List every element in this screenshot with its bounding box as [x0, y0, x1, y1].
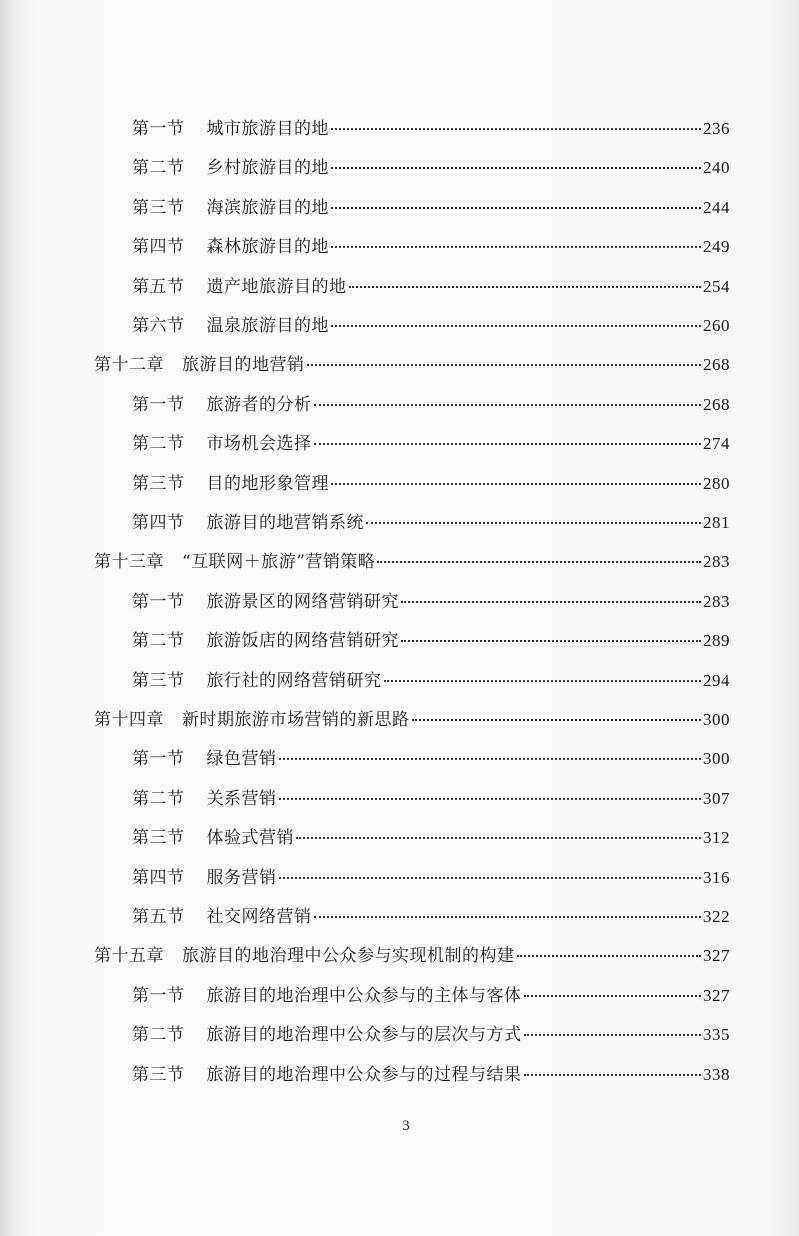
toc-entry-page: 283 [703, 592, 730, 611]
dot-leader [524, 1034, 702, 1036]
dot-leader [331, 483, 701, 485]
toc-entry-page: 281 [703, 513, 730, 532]
toc-entry-page: 322 [703, 907, 730, 926]
toc-entry-page: 300 [703, 710, 730, 729]
toc-entry-label: 第十三章 [94, 552, 164, 572]
toc-entry-label: 第二节 [132, 789, 185, 809]
toc-entry-page: 236 [703, 119, 730, 138]
toc-entry-title: 旅游目的地营销系统 [206, 513, 364, 533]
toc-section-entry [132, 902, 730, 932]
toc-section-entry [132, 429, 730, 459]
toc-section-entry [132, 508, 730, 538]
toc-section-entry [132, 626, 730, 656]
toc-entry-label: 第一节 [132, 395, 185, 415]
dot-leader [517, 955, 702, 957]
dot-leader [366, 522, 701, 524]
toc-entry-label: 第六节 [132, 316, 185, 336]
toc-entry-page: 240 [703, 158, 730, 177]
toc-entry-label: 第二节 [132, 1025, 185, 1045]
toc-entry-label: 第五节 [132, 277, 185, 297]
toc-section-entry [132, 390, 730, 420]
dot-leader [401, 601, 701, 603]
toc-entry-page: 249 [703, 237, 730, 256]
toc-entry-label: 第三节 [132, 671, 185, 691]
toc-entry-page: 268 [703, 355, 730, 374]
toc-entry-title: 旅游者的分析 [206, 395, 312, 415]
toc-entry-title: 森林旅游目的地 [206, 237, 329, 257]
toc-entry-label: 第三节 [132, 198, 185, 218]
dot-leader [524, 995, 702, 997]
dot-leader [331, 246, 701, 248]
toc-entry-title: 海滨旅游目的地 [206, 198, 329, 218]
toc-chapter-entry [94, 350, 730, 380]
toc-section-entry [132, 469, 730, 499]
toc-entry-title: 市场机会选择 [206, 434, 312, 454]
toc-entry-label: 第四节 [132, 868, 185, 888]
dot-leader [331, 325, 701, 327]
dot-leader [307, 364, 702, 366]
dot-leader [279, 877, 702, 879]
dot-leader [349, 286, 702, 288]
toc-entry-title: 旅游目的地治理中公众参与实现机制的构建 [182, 946, 515, 966]
toc-entry-page: 335 [703, 1025, 730, 1044]
toc-entry-title: 服务营销 [206, 868, 277, 888]
dot-leader [314, 443, 702, 445]
toc-entry-page: 280 [703, 474, 730, 493]
toc-entry-title: 社交网络营销 [206, 907, 312, 927]
dot-leader [401, 640, 701, 642]
toc-entry-title: 旅游景区的网络营销研究 [206, 592, 399, 612]
toc-section-entry [132, 1020, 730, 1050]
toc-entry-label: 第二节 [132, 434, 185, 454]
page-number: 3 [402, 1118, 410, 1134]
toc-entry-page: 268 [703, 395, 730, 414]
dot-leader [331, 167, 701, 169]
toc-entry-page: 327 [703, 946, 730, 965]
toc-entry-label: 第四节 [132, 237, 185, 257]
toc-entry-label: 第十二章 [94, 355, 164, 375]
toc-entry-label: 第一节 [132, 986, 185, 1006]
toc-section-entry [132, 272, 730, 302]
toc-entry-title: 乡村旅游目的地 [206, 158, 329, 178]
toc-chapter-entry [94, 941, 730, 971]
toc-entry-label: 第一节 [132, 592, 185, 612]
toc-entry-label: 第十四章 [94, 710, 164, 730]
toc-section-entry [132, 587, 730, 617]
toc-entry-title: 旅游目的地治理中公众参与的层次与方式 [206, 1025, 522, 1045]
toc-entry-page: 327 [703, 986, 730, 1005]
toc-section-entry [132, 981, 730, 1011]
toc-entry-title: 旅行社的网络营销研究 [206, 671, 382, 691]
toc-entry-page: 283 [703, 552, 730, 571]
toc-entry-page: 244 [703, 198, 730, 217]
dot-leader [314, 916, 702, 918]
dot-leader [331, 207, 701, 209]
toc-entry-title: 城市旅游目的地 [206, 119, 329, 139]
toc-entry-page: 289 [703, 631, 730, 650]
toc-chapter-entry [94, 547, 730, 577]
toc-entry-title: 体验式营销 [206, 828, 294, 848]
toc-entry-title: 绿色营销 [206, 749, 277, 769]
toc-entry-label: 第三节 [132, 1065, 185, 1085]
dot-leader [412, 719, 702, 721]
toc-entry-label: 第五节 [132, 907, 185, 927]
toc-entry-title: 目的地形象管理 [206, 474, 329, 494]
toc-entry-page: 312 [703, 828, 730, 847]
toc-section-entry [132, 1060, 730, 1090]
dot-leader [296, 837, 701, 839]
toc-section-entry [132, 823, 730, 853]
toc-entry-page: 338 [703, 1065, 730, 1084]
toc-section-entry [132, 311, 730, 341]
toc-entry-label: 第二节 [132, 631, 185, 651]
toc-entry-title: 遗产地旅游目的地 [206, 277, 347, 297]
dot-leader [279, 758, 702, 760]
toc-entry-title: 旅游目的地营销 [182, 355, 305, 375]
toc-entry-page: 294 [703, 671, 730, 690]
toc-entry-label: 第四节 [132, 513, 185, 533]
toc-section-entry [132, 153, 730, 183]
toc-section-entry [132, 744, 730, 774]
dot-leader [377, 561, 701, 563]
toc-entry-page: 307 [703, 789, 730, 808]
dot-leader [331, 128, 701, 130]
toc-entry-label: 第三节 [132, 828, 185, 848]
toc-section-entry [132, 863, 730, 893]
dot-leader [524, 1074, 702, 1076]
toc-entry-label: 第一节 [132, 749, 185, 769]
toc-entry-page: 274 [703, 434, 730, 453]
toc-section-entry [132, 784, 730, 814]
toc-entry-title: 新时期旅游市场营销的新思路 [182, 710, 410, 730]
toc-section-entry [132, 193, 730, 223]
dot-leader [279, 798, 702, 800]
toc-entry-label: 第三节 [132, 474, 185, 494]
toc-entry-title: 温泉旅游目的地 [206, 316, 329, 336]
toc-entry-page: 300 [703, 749, 730, 768]
toc-section-entry [132, 666, 730, 696]
dot-leader [314, 404, 702, 406]
toc-entry-title: 关系营销 [206, 789, 277, 809]
toc-section-entry [132, 114, 730, 144]
toc-entry-page: 316 [703, 868, 730, 887]
toc-chapter-entry [94, 705, 730, 735]
toc-entry-title: “互联网＋旅游”营销策略 [182, 552, 376, 572]
dot-leader [384, 680, 702, 682]
toc-entry-title: 旅游目的地治理中公众参与的主体与客体 [206, 986, 522, 1006]
toc-entry-title: 旅游目的地治理中公众参与的过程与结果 [206, 1065, 522, 1085]
toc-entry-page: 260 [703, 316, 730, 335]
toc-section-entry [132, 232, 730, 262]
toc-entry-page: 254 [703, 277, 730, 296]
toc-entry-label: 第十五章 [94, 946, 164, 966]
toc-entry-title: 旅游饭店的网络营销研究 [206, 631, 399, 651]
toc-entry-label: 第一节 [132, 119, 185, 139]
toc-entry-label: 第二节 [132, 158, 185, 178]
